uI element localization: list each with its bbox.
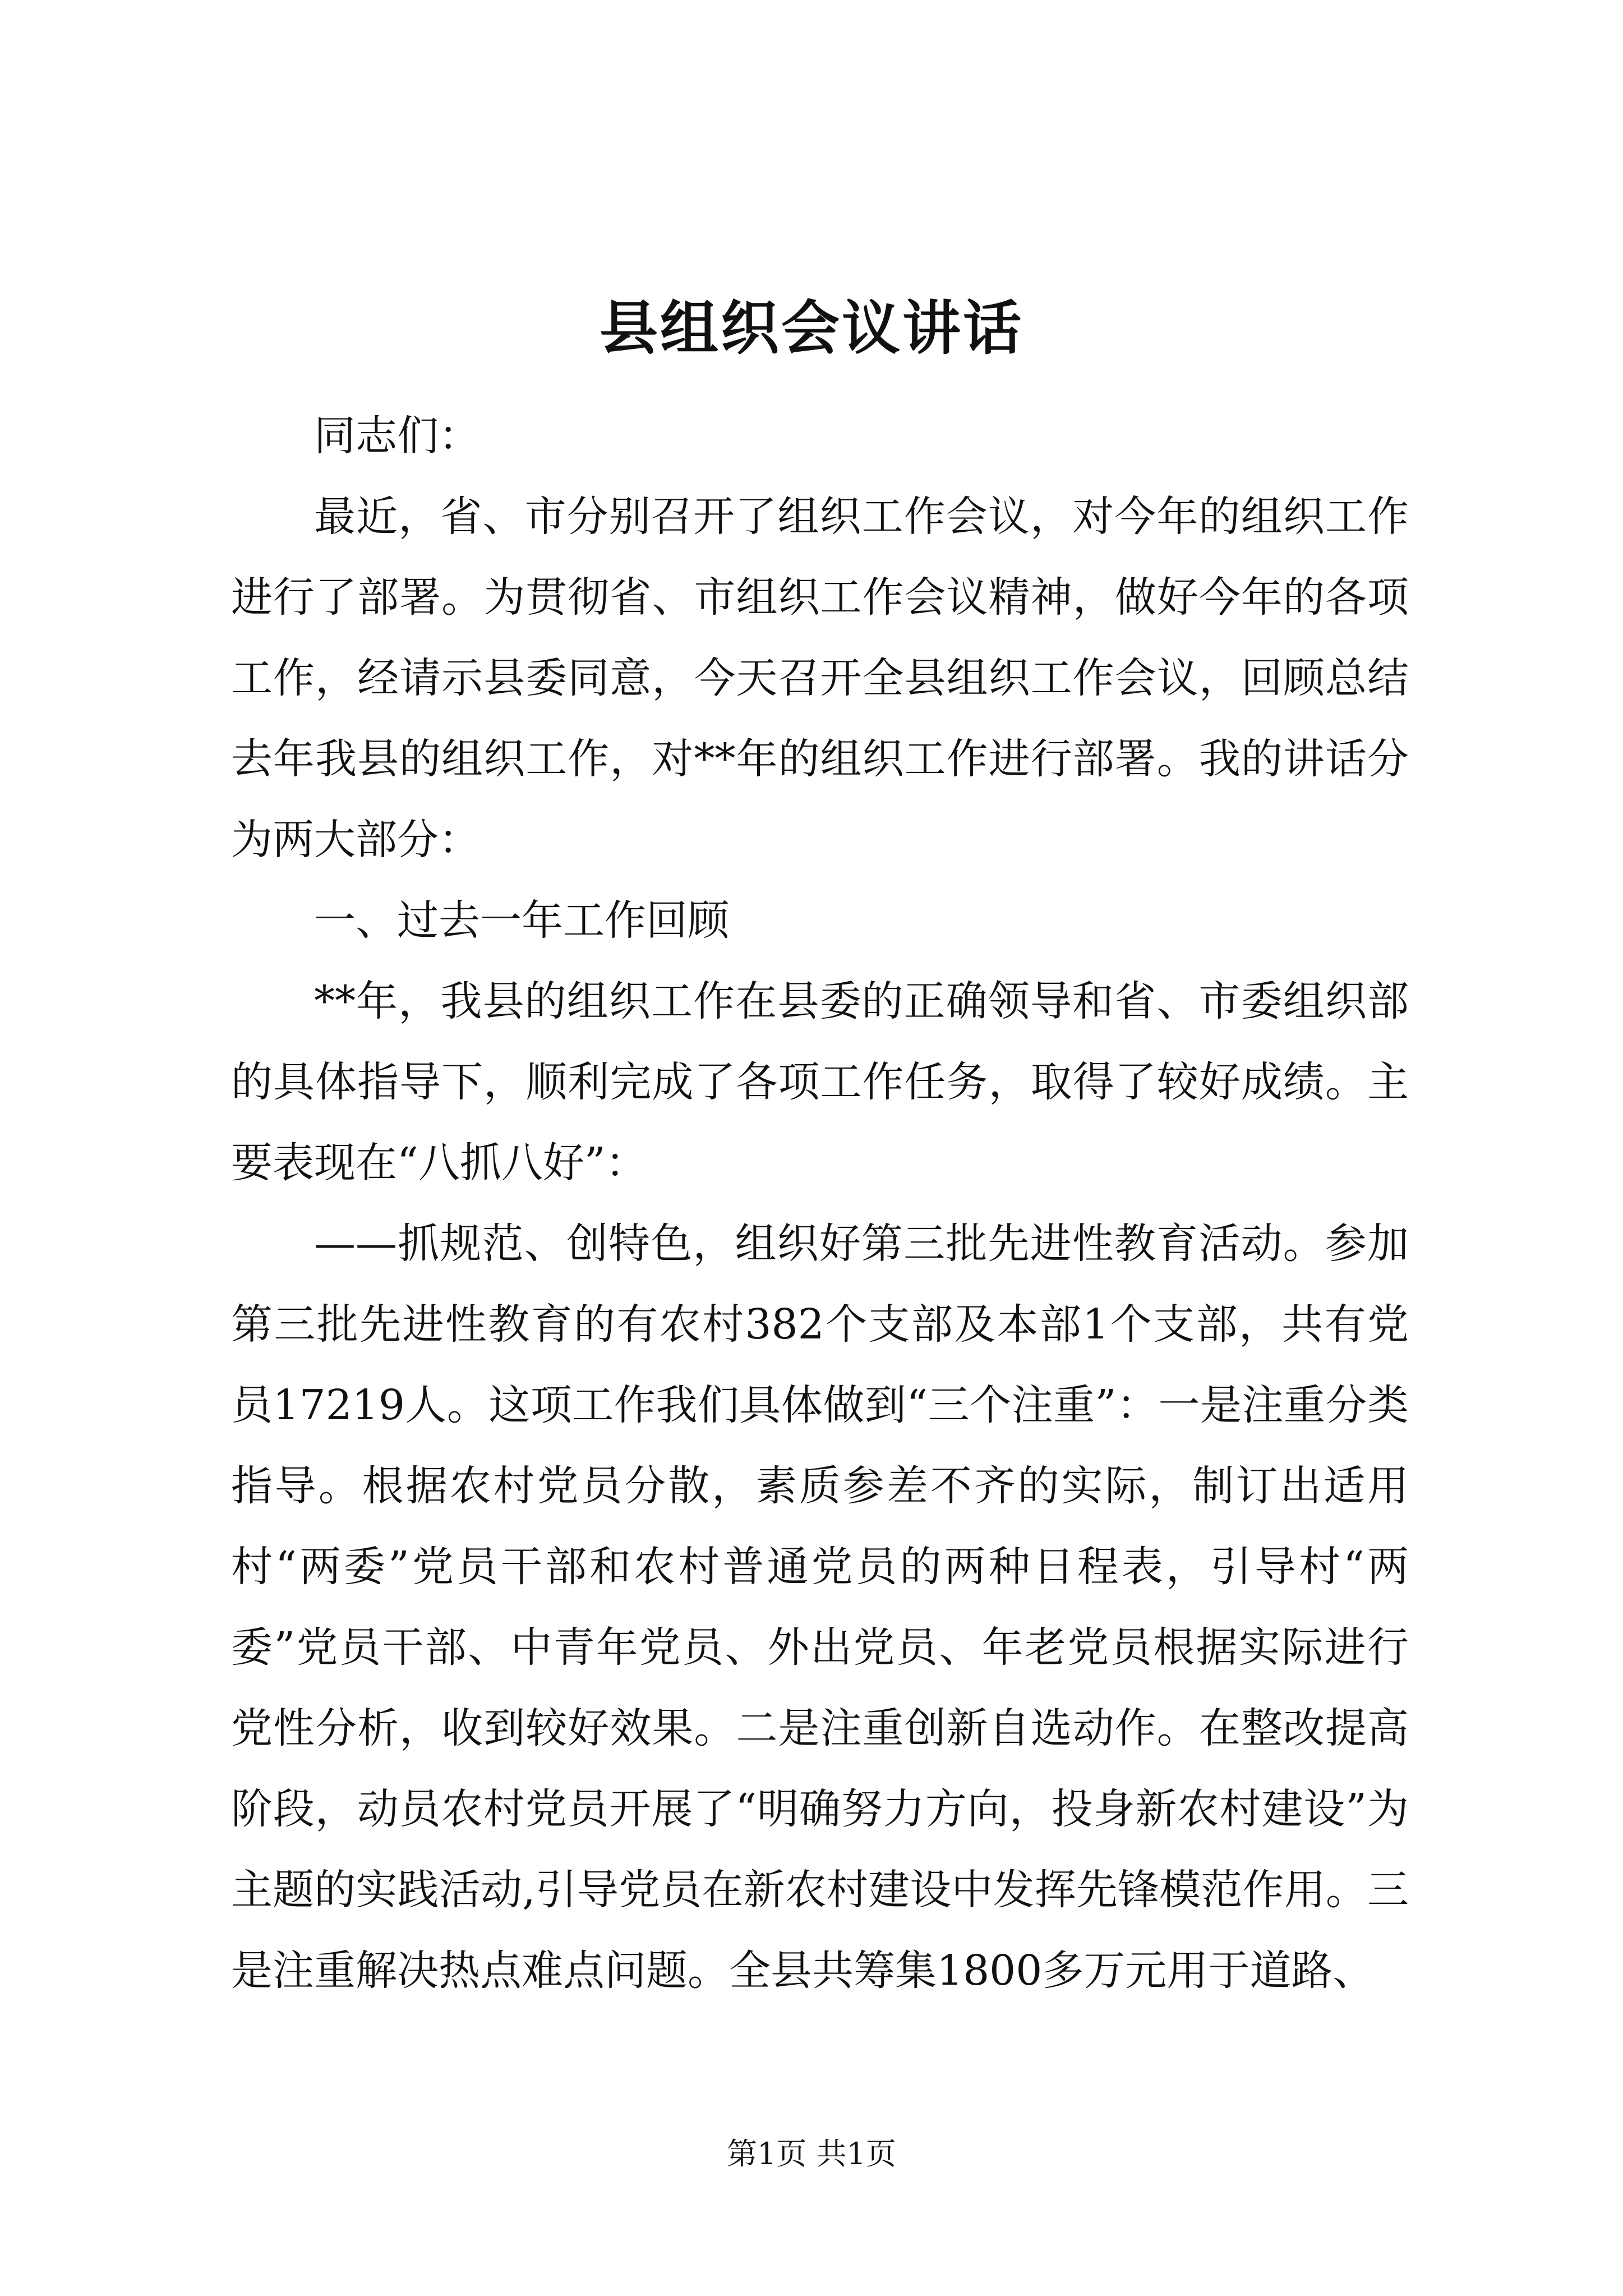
section-heading: 一、过去一年工作回顾 [314, 896, 729, 945]
summary-paragraph: **年，我县的组织工作在县委的正确领导和省、市委组织部的具体指导下，顺利完成了各项工作任务，取得了较好成绩。主要表现在“八抓八好”： [231, 977, 1409, 1187]
page-footer: 第1页 共1页 [727, 2136, 896, 2171]
intro-paragraph: 最近，省、市分别召开了组织工作会议，对今年的组织工作进行了部署。为贯彻省、市组织工作会议精神，做好今年的各项工作，经请示县委同意，今天召开全县组织工作会议，回顾总结去年我县的组织工作，对**年的组织工作进行部署。我的讲话分为两大部分： [231, 493, 1409, 864]
document-title: 县组织会议讲话 [599, 293, 1023, 362]
salutation-paragraph: 同志们： [314, 412, 480, 460]
document-body [231, 395, 1409, 2011]
detail-paragraph: ——抓规范、创特色，组织好第三批先进性教育活动。参加第三批先进性教育的有农村382个支部及本部1个支部，共有党员17219人。这项工作我们具体做到“三个注重”：一是注重分类指导。根据农村党员分散，素质参差不齐的实际，制订出适用村“两委”党员干部和农村普通党员的两种日程表，引导村“两委”党员干部、中青年党员、外出党员、年老党员根据实际进行党性分析，收到较好效果。二是注重创新自选动作。在整改提高阶段，动员农村党员开展了“明确努力方向，投身新农村建设”为主题的实践活动,引导党员在新农村建设中发挥先锋模范作用。三是注重解决热点难点问题。全县共筹集1800多万元用于道路、 [231, 1220, 1409, 1995]
